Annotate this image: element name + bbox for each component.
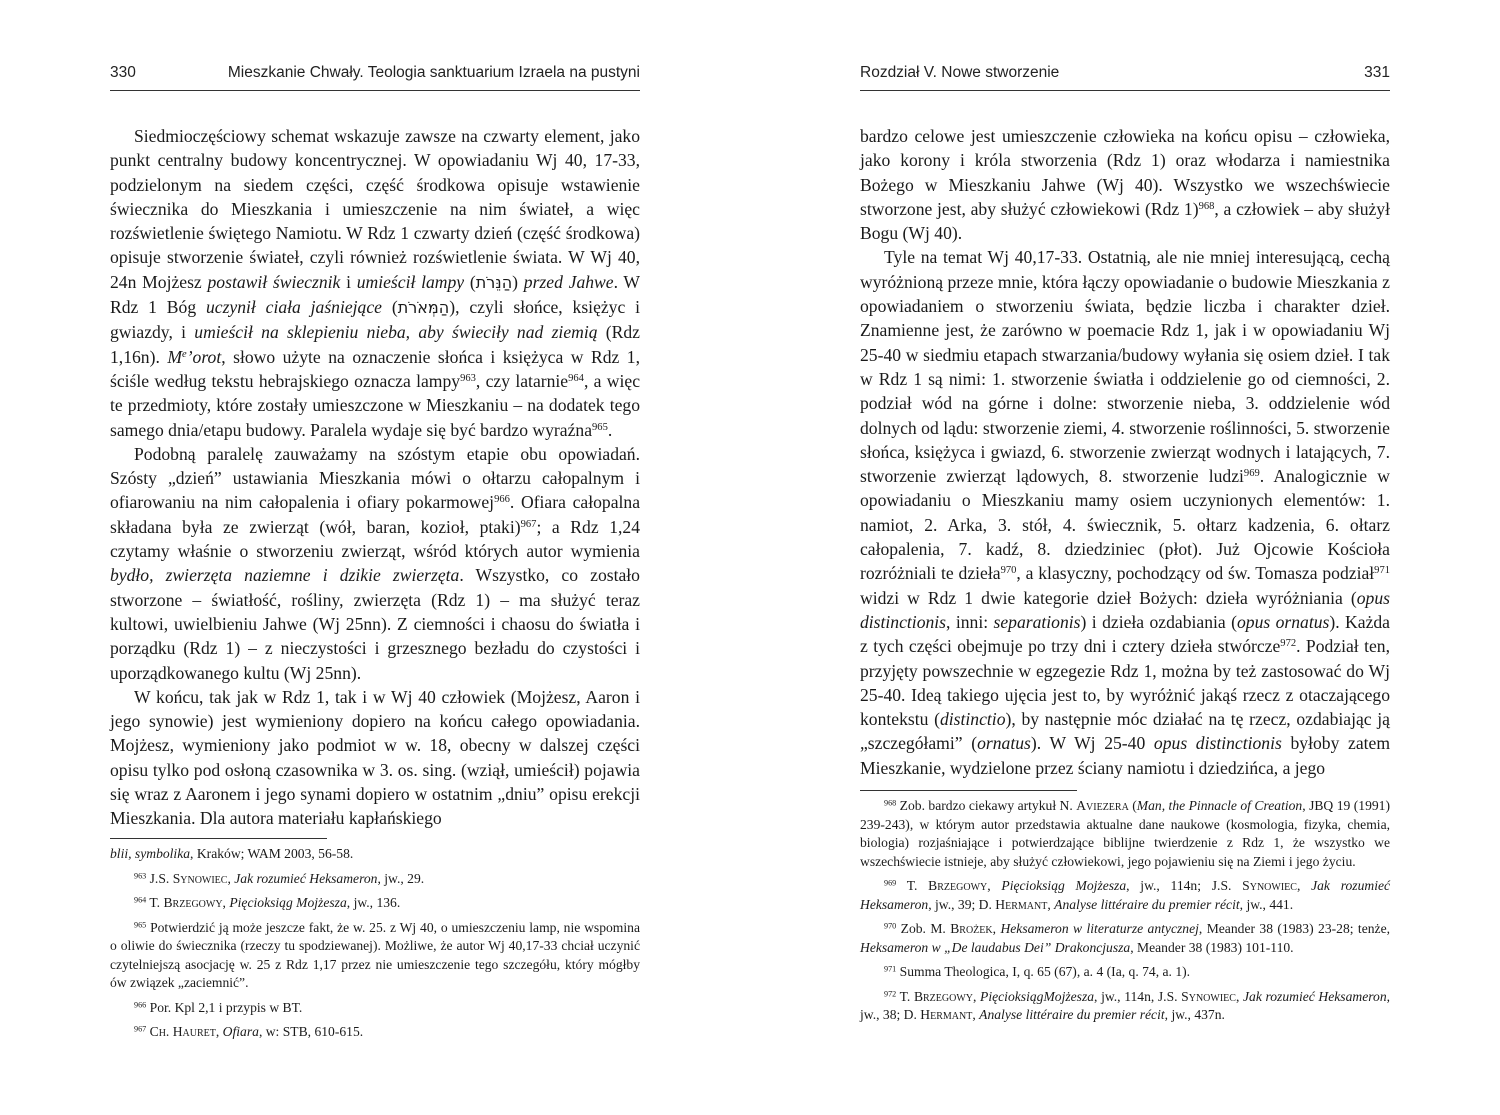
right-paragraph-2: Tyle na temat Wj 40,17-33. Ostatnią, ale nie mniej interesującą, cechą wyróżnioną przeze mnie, która łączy opowiadanie o budowie Mieszkania z opowiadaniem o stworzeniu świata, będzie liczba i charakter dzieł. Znamienne jest, że zarówno w poemacie Rdz 1, jak i w opowiadaniu Wj 25-40 w siedmiu etapach stwarzania/budowy wyłania się osiem dzieł. I tak w Rdz 1 są nimi: 1. stworzenie światła i oddzielenie go od ciemności, 2. podział wód na górne i dolne: stworzenie nieba, 3. oddzielenie wód dolnych od lądu: stworzenie ziemi, 4. stworzenie roślinności, 5. stworzenie słońca, księżyca i gwiazd, 6. stworzenie zwierząt wodnych i latających, 7. stworzenie zwierząt lądowych, 8. stworzenie ludzi$^{969}$. Analogicznie w opowiadaniu o Mieszkaniu mamy osiem uczynionych elementów: 1. namiot, 2. Arka, 3. stół, 4. świecznik, 5. ołtarz kadzenia, 6. ołtarz całopalenia, 7. kadź, 8. dziedziniec (płot). Już Ojcowie Kościoła rozróżniali te dzieła$^{970}$, a klasyczny, pochodzący od św. Tomasza podział$^{971}$ widzi w Rdz 1 dwie kategorie dzieł Bożych: dzieła wyróżniania (opus distinctionis, inni: separationis) i dzieła ozdabiania (opus ornatus). Każda z tych części obejmuje po trzy dni i cztery dzieła stwórcze$^{972}$. Podział ten, przyjęty powszechnie w egzegezie Rdz 1, można by też zastosować do Wj 25-40. Ideą takiego ujęcia jest to, by wyróżnić jakąś rzecz z otaczającego kontekstu (distinctio), by następnie móc działać na tę rzecz, ozdabiając ją „szczegółami” (ornatus). W Wj 25-40 opus distinctionis byłoby zatem Mieszkanie, wydzielone przez ściany namiotu i dziedzińca, a jego [860,247,1391,778]
right-body-text [860,124,1390,780]
right-page-number: 331 [1364,64,1390,81]
left-footnotes [110,845,640,1048]
left-body-text [110,124,640,831]
left-paragraph-2: Podobną paralelę zauważamy na szóstym etapie obu opowiadań. Szósty „dzień” ustawiania Mieszkania mówi o ołtarzu całopalnym i ofiarowaniu na nim całopalenia i ofiary pokarmowej$^{966}$. Ofiara całopalna składana była ze zwierząt (wół, baran, kozioł, ptaki)$^{967}$; a Rdz 1,24 czytamy właśnie o stworzeniu zwierząt, wśród których autor wymienia bydło, zwierzęta naziemne i dzikie zwierzęta. Wszystko, co zostało stworzone – światłość, rośliny, zwierzęta (Rdz 1) – ma służyć teraz kultowi, uwielbieniu Jahwe (Wj 25nn). Z ciemności i chaosu do światła i porządku (Rdz 1) – z nieczystości i grzesznego bezładu do czystości i uporządkowanego kultu (Wj 25nn). [110,443,640,683]
footnote-965: $^{965}$ Potwierdzić ją może jeszcze fakt, że w. 25. z Wj 40, o umieszczeniu lamp, nie wspomina o oliwie do świecznika (rzeczy tu spodziewanej). Możliwe, że autor Wj 40,17-33 chciał uczynić czytelniejszą asocjację w. 25 z Rdz 1,17 przez nie umieszczenie tego szczegółu, który mógłby ów związek „zaciemnić”. [110,919,640,990]
footnote-966: $^{966}$ Por. Kpl 2,1 i przypis w BT. [134,999,303,1015]
left-paragraph-1: Siedmioczęściowy schemat wskazuje zawsze na czwarty element, jako punkt centralny budowy koncentrycznej. W opowiadaniu Wj 40, 17-33, podzielonym na siedem części, część środkowa opisuje wstawienie świecznika do Mieszkania i umieszczenie na nim świateł, a więc rozświetlenie świętego Namiotu. W Rdz 1 czwarty dzień (część środkowa) opisuje stworzenie świateł, czyli również rozświetlenie świata. W Wj 40, 24n Mojżesz postawił świecznik i umieścił lampy (הַנֵּרֹת) przed Jahwe. W Rdz 1 Bóg uczynił ciała jaśniejące (הַמְּאֹרֹת), czyli słońce, księżyc i gwiazdy, i umieścił na sklepieniu nieba, aby świeciły nad ziemią (Rdz 1,16n). Me’orot, słowo użyte na oznaczenie słońca i księżyca w Rdz 1, ściśle według tekstu hebrajskiego oznacza lampy$^{963}$, czy latarnie$^{964}$, a więc te przedmioty, które zostały umieszczone w Mieszkaniu – na dodatek tego samego dnia/etapu budowy. Paralela wydaje się być bardzo wyraźna$^{965}$. [110,126,641,440]
right-page-header [860,64,1390,91]
footnote-continuation: blii, symbolika, Kraków; WAM 2003, 56-58. [110,846,354,861]
left-running-title: Mieszkanie Chwały. Teologia sanktuarium Izraela na pustyni [227,64,640,81]
footnote-972: $^{972}$ T. Brzegowy, PięcioksiągMojżesza, jw., 114n, J.S. Synowiec, Jak rozumieć Heksameron, jw., 38; D. Hermant, Analyse littéraire du premier récit, jw., 437n. [860,988,1391,1022]
left-footnote-rule [110,838,327,839]
left-paragraph-3: W końcu, tak jak w Rdz 1, tak i w Wj 40 człowiek (Mojżesz, Aaron i jego synowie) jest wymieniony dopiero na końcu całego opowiadania. Mojżesz, wymieniony jako podmiot w w. 18, obecny w dalszej części opisu tylko pod osłoną czasownika w 3. os. sing. (wziął, umieścił) pojawia się wraz z Aaronem i jego synami dopiero w ostatnim „dniu” opisu erekcji Mieszkania. Dla autora materiału kapłańskiego [110,686,640,829]
left-page [110,0,640,1115]
footnote-971: $^{971}$ Summa Theologica, I, q. 65 (67), a. 4 (Ia, q. 74, a. 1). [884,964,1191,979]
right-page [860,0,1390,1115]
right-paragraph-1: bardzo celowe jest umieszczenie człowieka na końcu opisu – człowieka, jako korony i króla stworzenia (Rdz 1) oraz włodarza i namiestnika Bożego w Mieszkaniu Jahwe (Wj 40). Wszystko we wszechświecie stworzone jest, aby służyć człowiekowi (Rdz 1)$^{968}$, a człowiek – aby służył Bogu (Wj 40). [860,126,1390,244]
left-page-header [110,64,640,91]
footnote-967: $^{967}$ Ch. Hauret, Ofiara, w: STB, 610-615. [134,1024,364,1039]
footnote-968: $^{968}$ Zob. bardzo ciekawy artykuł N. Aviezera (Man, the Pinnacle of Creation, JBQ 19 (1991) 239-243), w którym autor przedstawia aktualne dane naukowe (kosmologia, fizyka, chemia, biologia) rozjaśniające i potwierdzające biblijne twierdzenie z Rdz 1, że wszystko we wszechświecie istnieje, aby służyć człowiekowi, jego pojawieniu się na Ziemi i jego życiu. [860,798,1390,869]
left-page-number: 330 [110,64,136,81]
right-footnote-rule [860,790,1077,791]
footnote-963: $^{963}$ J.S. Synowiec, Jak rozumieć Heksameron, jw., 29. [134,870,425,886]
footnote-970: $^{970}$ Zob. M. Brożek, Heksameron w literaturze antycznej, Meander 38 (1983) 23-28; tenże, Heksameron w „De laudabus Dei” Drakoncjusza, Meander 38 (1983) 101-110. [860,921,1391,955]
footnote-969: $^{969}$ T. Brzegowy, Pięcioksiąg Mojżesza, jw., 114n; J.S. Synowiec, Jak rozumieć Heksameron, jw., 39; D. Hermant, Analyse littéraire du premier récit, jw., 441. [860,878,1391,912]
footnote-964: $^{964}$ T. Brzegowy, Pięcioksiąg Mojżesza, jw., 136. [134,895,401,910]
right-running-title: Rozdział V. Nowe stworzenie [860,64,1060,81]
right-footnotes [860,797,1390,1031]
